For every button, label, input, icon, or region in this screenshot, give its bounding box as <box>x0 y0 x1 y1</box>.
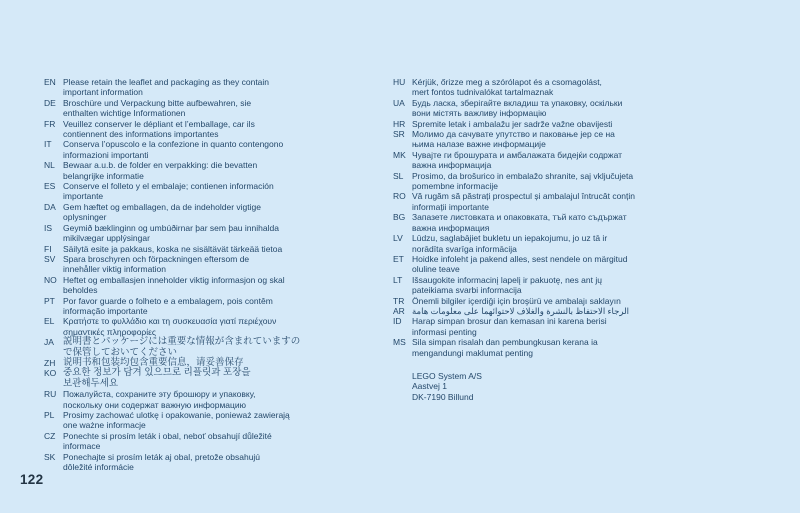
language-text-line: 説明書とパッケージには重要な情報が含まれていますの <box>63 336 301 348</box>
language-text <box>63 181 274 202</box>
language-text-line: вони містять важливу інформацію <box>412 108 547 119</box>
language-text-line: Conserve el folleto y el embalaje; contienen información <box>63 181 274 192</box>
language-code: DA <box>44 201 56 212</box>
language-text-line: importante <box>63 191 104 202</box>
language-entry <box>44 275 389 296</box>
address-city: DK-7190 Billund <box>412 391 474 402</box>
language-text-line: important information <box>63 87 143 98</box>
language-text-line: Ponechajte si prosím leták aj obal, pretože obsahujú <box>63 451 261 462</box>
language-column-left <box>44 77 389 472</box>
language-text <box>412 191 635 212</box>
language-entry <box>393 296 763 306</box>
language-entry <box>44 337 389 358</box>
language-text-line: mengandungi maklumat penting <box>412 347 533 358</box>
language-code: ZH <box>44 357 56 368</box>
language-code: CZ <box>44 430 56 441</box>
language-code: EN <box>44 77 56 87</box>
language-text-line: oluline teave <box>412 264 460 275</box>
language-text-line: innehåller viktig information <box>63 264 166 275</box>
language-entry <box>44 244 389 254</box>
language-text-line: Чувајте ги брошурата и амбалажата бидејќи содржат <box>412 149 622 160</box>
language-entry <box>393 77 763 98</box>
language-text-line: Vă rugăm să păstrați prospectul și ambalajul întrucât conțin <box>412 191 636 202</box>
language-code: MS <box>393 337 406 348</box>
language-text-line: one ważne informacje <box>63 420 146 431</box>
language-code: RU <box>44 389 57 400</box>
language-text <box>412 233 607 254</box>
language-text-line: Bewaar a.u.b. de folder en verpakking: die bevatten <box>63 160 258 171</box>
language-text-line: σημαντικές πληροφορίες <box>63 326 157 337</box>
language-text-line: 보관해두세요 <box>63 377 119 389</box>
language-code: LT <box>393 274 403 285</box>
language-text-line: Пожалуйста, сохраните эту брошюру и упаковку, <box>63 389 256 400</box>
language-code: AR <box>393 305 405 316</box>
language-code: PL <box>44 410 55 420</box>
language-text <box>63 431 272 452</box>
language-text-line: informazioni importanti <box>63 149 149 160</box>
language-entry <box>44 139 389 160</box>
language-text-line: informação importante <box>63 305 148 316</box>
language-text <box>412 337 598 358</box>
language-text-line: Por favor guarde o folheto e a embalagem, pois contêm <box>63 295 273 306</box>
language-code: NL <box>44 160 55 171</box>
language-code: FR <box>44 118 56 129</box>
language-text <box>63 368 251 389</box>
language-text-line: Gem hæftet og emballagen, da de indeholder vigtige <box>63 201 261 212</box>
language-code: SK <box>44 451 56 462</box>
language-text-line: 중요한 정보가 담겨 있으므로 리플릿과 포장을 <box>63 367 251 379</box>
language-text-line: важна информация <box>412 222 490 233</box>
language-text <box>63 202 261 223</box>
language-code: HR <box>393 118 406 129</box>
language-text <box>412 212 627 233</box>
language-text <box>412 98 622 119</box>
language-text <box>412 275 602 296</box>
language-text-line: Будь ласка, зберігайте вкладиш та упаковку, оскільки <box>412 97 623 108</box>
language-text-line: Geymið bæklinginn og umbúðirnar þar sem þau innihalda <box>63 222 279 233</box>
language-text <box>412 171 633 192</box>
language-text <box>412 296 621 306</box>
language-text-line: Önemli bilgiler içerdiği için broşürü ve ambalajı saklayın <box>412 295 621 306</box>
language-text <box>412 77 602 98</box>
language-code: UA <box>393 97 405 108</box>
language-text-line: 说明书和包装均包含重要信息，请妥善保存 <box>63 356 244 368</box>
language-entry <box>393 275 763 296</box>
language-entry <box>393 129 763 150</box>
language-text-line: mert fontos tudnivalókat tartalmaznak <box>412 87 554 98</box>
language-entry <box>393 191 763 212</box>
language-text <box>63 223 279 244</box>
language-text-line: Молимо да сачувате упутство и паковање јер се на <box>412 129 615 140</box>
language-entry <box>44 410 389 431</box>
language-code: IS <box>44 222 53 233</box>
language-text <box>63 452 260 473</box>
language-text-line: Išsaugokite informacinį lapelį ir pakuotę, nes ant jų <box>412 274 602 285</box>
language-text-line: oplysninger <box>63 212 107 223</box>
language-entry <box>393 254 763 275</box>
language-entry <box>393 171 763 192</box>
language-text-line: Veuillez conserver le dépliant et l’emballage, car ils <box>63 118 255 129</box>
language-text-line: informasi penting <box>412 326 477 337</box>
language-code: ES <box>44 181 56 192</box>
language-text-line: informace <box>63 441 101 452</box>
language-column-right <box>393 77 763 358</box>
language-text <box>412 316 607 337</box>
language-entry <box>44 98 389 119</box>
language-entry <box>44 254 389 275</box>
language-code: EL <box>44 316 55 327</box>
language-entry <box>44 181 389 202</box>
language-entry <box>393 119 763 129</box>
language-code: HU <box>393 77 406 87</box>
language-text <box>63 77 269 98</box>
language-text <box>63 160 257 181</box>
language-entry <box>393 337 763 358</box>
language-text-line: Spara broschyren och förpackningen eftersom de <box>63 253 250 264</box>
language-text-line: beholdes <box>63 285 98 296</box>
language-code: FI <box>44 243 52 254</box>
language-text-line: Ponechte si prosím leták i obal, neboť obsahují důležité <box>63 430 272 441</box>
language-text-line: Prosimo, da brošurico in embalažo shranite, saj vključujeta <box>412 170 634 181</box>
language-entry <box>44 316 389 337</box>
language-entry <box>393 98 763 119</box>
language-entry <box>44 223 389 244</box>
language-text <box>412 150 622 171</box>
language-text-line: Κρατήστε το φυλλάδιο και τη συσκευασία γιατί περιέχουν <box>63 316 277 327</box>
language-text-line: Harap simpan brosur dan kemasan ini karena berisi <box>412 316 607 327</box>
language-text-line: pomembne informacije <box>412 181 498 192</box>
language-entry <box>393 212 763 233</box>
language-code: SL <box>393 170 404 181</box>
language-code: BG <box>393 212 406 223</box>
language-text <box>63 254 249 275</box>
language-text-line: enthalten wichtige Informationen <box>63 108 186 119</box>
language-text-line: Prosimy zachować ulotkę i opakowanie, ponieważ zawierają <box>63 410 290 420</box>
language-code: JA <box>44 337 54 348</box>
language-entry <box>44 368 389 389</box>
language-entry <box>393 306 763 316</box>
language-text <box>63 296 273 317</box>
language-text-line: Heftet og emballasjen inneholder viktig informasjon og skal <box>63 274 285 285</box>
language-text-line: њима налазе важне информације <box>412 139 546 150</box>
language-code: SR <box>393 129 405 140</box>
language-entry <box>44 202 389 223</box>
language-text-line: поскольку они содержат важную информацию <box>63 399 247 410</box>
language-code: LV <box>393 233 403 244</box>
language-text-line: Запазете листовката и опаковката, тъй като съдържат <box>412 212 627 223</box>
language-code: IT <box>44 139 52 150</box>
language-code: RO <box>393 191 406 202</box>
language-text-line: Lūdzu, saglabājiet bukletu un iepakojumu, jo uz tā ir <box>412 233 608 244</box>
language-text-line: Broschüre und Verpackung bitte aufbewahren, sie <box>63 97 252 108</box>
language-entry <box>44 389 389 410</box>
language-text <box>412 119 612 129</box>
address-company: LEGO System A/S <box>412 371 482 381</box>
language-text-line: важна информација <box>412 160 492 171</box>
language-text <box>412 306 629 316</box>
language-entry <box>393 150 763 171</box>
language-text <box>63 98 251 119</box>
language-text <box>63 275 285 296</box>
language-text-line: Conserva l’opuscolo e la confezione in quanto contengono <box>63 139 284 150</box>
language-entry <box>44 160 389 181</box>
language-text-line: Sila simpan risalah dan pembungkusan kerana ia <box>412 337 598 348</box>
language-text <box>63 316 276 337</box>
language-entry <box>393 233 763 254</box>
language-text-line: Please retain the leaflet and packaging as they contain <box>63 77 270 87</box>
language-code: SV <box>44 253 56 264</box>
language-code: PT <box>44 295 55 306</box>
page-number: 122 <box>20 472 44 487</box>
language-text-line: belangrijke informatie <box>63 170 144 181</box>
language-entry <box>44 119 389 140</box>
language-code: TR <box>393 295 405 306</box>
language-entry <box>44 452 389 473</box>
language-text-line: contiennent des informations importantes <box>63 129 219 140</box>
lego-address <box>412 371 482 402</box>
address-street: Aastvej 1 <box>412 381 447 392</box>
language-text <box>63 139 283 160</box>
language-text-line: الرجاء الاحتفاظ بالنشرة والغلاف لاحتوائهما على معلومات هامة <box>412 305 630 316</box>
language-text <box>63 119 255 140</box>
language-text-line: Hoidke infoleht ja pakend alles, sest nendele on märgitud <box>412 253 628 264</box>
language-code: DE <box>44 97 56 108</box>
language-text <box>63 410 290 431</box>
language-text-line: norādīta svarīga informācija <box>412 243 517 254</box>
language-entry <box>393 316 763 337</box>
language-code: MK <box>393 149 406 160</box>
language-text-line: mikilvægar upplýsingar <box>63 233 150 244</box>
language-text <box>63 337 300 358</box>
language-code: NO <box>44 274 57 285</box>
language-text <box>412 129 615 150</box>
language-text-line: pateikiama svarbi informacija <box>412 285 522 296</box>
language-text-line: informații importante <box>412 201 490 212</box>
language-code: KO <box>44 368 57 379</box>
language-text-line: Säilytä esite ja pakkaus, koska ne sisältävät tärkeää tietoa <box>63 243 283 254</box>
language-code: ID <box>393 316 402 327</box>
language-entry <box>44 431 389 452</box>
language-entry <box>44 77 389 98</box>
language-text <box>63 244 282 254</box>
language-text <box>412 254 627 275</box>
language-code: ET <box>393 253 404 264</box>
language-text <box>63 389 255 410</box>
language-text-line: Spremite letak i ambalažu jer sadrže važne obavijesti <box>412 118 613 129</box>
language-text-line: で保管しておいてください <box>63 346 178 358</box>
language-text-line: dôležité informácie <box>63 462 134 473</box>
language-entry <box>44 296 389 317</box>
language-text-line: Kérjük, őrizze meg a szórólapot és a csomagolást, <box>412 77 602 87</box>
